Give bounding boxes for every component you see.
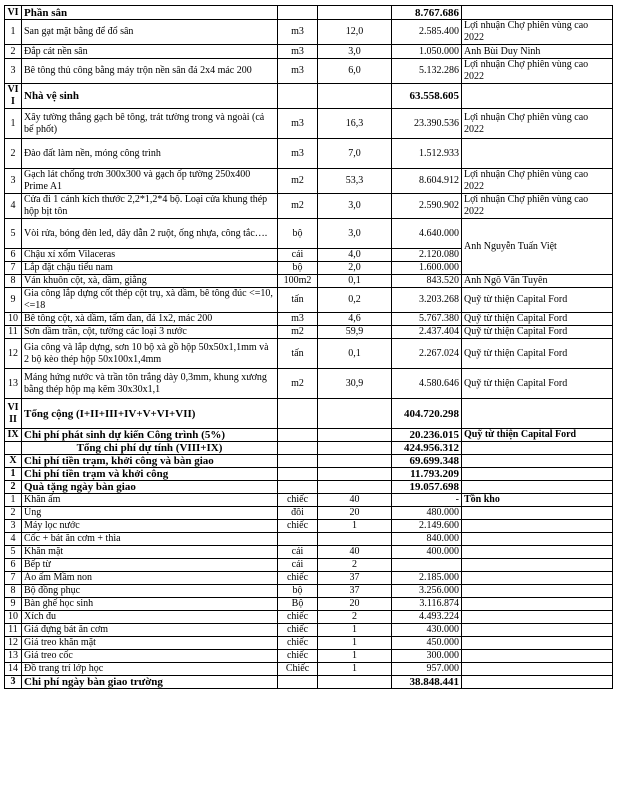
table-row — [5, 326, 613, 339]
cell-source: Lợi nhuận Chợ phiên vùng cao 2022 — [462, 59, 613, 84]
cell-item: Bê tông thủ công bằng máy trộn nền sân đá 2x4 mác 200 — [22, 59, 278, 84]
cell-stt: 5 — [5, 219, 22, 249]
section-row — [5, 6, 613, 20]
table-row — [5, 288, 613, 313]
cell-stt: 9 — [5, 598, 22, 611]
cell-item: Quà tặng ngày bàn giao — [22, 481, 278, 494]
cell-stt: 3 — [5, 676, 22, 689]
cell-amount: 2.185.000 — [392, 572, 462, 585]
cell-qty: 3,0 — [318, 194, 392, 219]
cell-item: Đồ trang trí lớp học — [22, 663, 278, 676]
table-row — [5, 169, 613, 194]
cell-qty: 53,3 — [318, 169, 392, 194]
cell-stt: 10 — [5, 313, 22, 326]
cell-unit: m3 — [278, 109, 318, 139]
cell-qty: 6,0 — [318, 59, 392, 84]
cell-source — [462, 637, 613, 650]
cell-source: Quỹ từ thiện Capital Ford — [462, 313, 613, 326]
cell-amount: 1.050.000 — [392, 45, 462, 59]
cell-amount: 2.437.404 — [392, 326, 462, 339]
cell-qty — [318, 6, 392, 20]
table-row — [5, 139, 613, 169]
cell-source: Anh Bùi Duy Ninh — [462, 45, 613, 59]
cell-qty: 2 — [318, 611, 392, 624]
cell-stt: 3 — [5, 169, 22, 194]
cell-unit: tấn — [278, 288, 318, 313]
cell-unit: chiếc — [278, 624, 318, 637]
cell-amount: 300.000 — [392, 650, 462, 663]
cell-amount: 2.149.600 — [392, 520, 462, 533]
cell-source — [462, 663, 613, 676]
cell-source — [462, 650, 613, 663]
cell-source: Quỹ từ thiện Capital Ford — [462, 429, 613, 442]
cell-amount: 1.600.000 — [392, 262, 462, 275]
section-row — [5, 455, 613, 468]
cell-stt: 6 — [5, 559, 22, 572]
cell-source — [462, 6, 613, 20]
cell-unit: m2 — [278, 194, 318, 219]
cell-qty: 12,0 — [318, 20, 392, 45]
cell-source: Lợi nhuận Chợ phiên vùng cao 2022 — [462, 169, 613, 194]
cell-amount: 2.585.400 — [392, 20, 462, 45]
cell-item: Gia công và lắp dựng, sơn 10 bộ xà gồ hộp 50x50x1,1mm và 2 bộ kèo thép hộp 50x100x1,4mm — [22, 339, 278, 369]
cell-amount: 1.512.933 — [392, 139, 462, 169]
cell-stt: VI I — [5, 84, 22, 109]
cell-amount: 400.000 — [392, 546, 462, 559]
cell-unit: chiếc — [278, 520, 318, 533]
cell-unit: chiếc — [278, 637, 318, 650]
cell-source: Tồn kho — [462, 494, 613, 507]
table-row — [5, 369, 613, 399]
table-row — [5, 275, 613, 288]
cell-qty: 16,3 — [318, 109, 392, 139]
cell-amount: - — [392, 494, 462, 507]
cell-item: Lắp đặt chậu tiểu nam — [22, 262, 278, 275]
cell-qty: 0,2 — [318, 288, 392, 313]
cell-stt: 12 — [5, 637, 22, 650]
cell-item: Ủng — [22, 507, 278, 520]
cell-unit: m2 — [278, 326, 318, 339]
cell-stt: IX — [5, 429, 22, 442]
cell-source — [462, 585, 613, 598]
cell-unit: m2 — [278, 169, 318, 194]
budget-table — [4, 5, 613, 689]
cell-stt: 1 — [5, 468, 22, 481]
cell-unit: m3 — [278, 313, 318, 326]
cell-qty: 4,0 — [318, 249, 392, 262]
cell-unit: chiếc — [278, 611, 318, 624]
cell-item: Sơn dầm trần, cột, tường các loại 3 nước — [22, 326, 278, 339]
table-row — [5, 559, 613, 572]
cell-stt: X — [5, 455, 22, 468]
cell-unit: bộ — [278, 585, 318, 598]
cell-qty — [318, 442, 392, 455]
cell-stt: 1 — [5, 20, 22, 45]
cell-source: Lợi nhuận Chợ phiên vùng cao 2022 — [462, 109, 613, 139]
cell-item: Máy lọc nước — [22, 520, 278, 533]
table-row — [5, 598, 613, 611]
cell-amount: 11.793.209 — [392, 468, 462, 481]
cell-amount: 23.390.536 — [392, 109, 462, 139]
cell-amount: 4.580.646 — [392, 369, 462, 399]
cell-amount: 3.116.874 — [392, 598, 462, 611]
cell-amount: 19.057.698 — [392, 481, 462, 494]
cell-qty: 30,9 — [318, 369, 392, 399]
table-row — [5, 585, 613, 598]
cell-qty: 20 — [318, 598, 392, 611]
cell-unit: chiếc — [278, 650, 318, 663]
cell-stt: 4 — [5, 533, 22, 546]
cell-item: Chi phí phát sinh dự kiến Công trình (5%) — [22, 429, 278, 442]
table-row — [5, 313, 613, 326]
cell-unit — [278, 481, 318, 494]
cell-unit: Bộ — [278, 598, 318, 611]
table-row — [5, 533, 613, 546]
cell-unit: m3 — [278, 20, 318, 45]
cell-qty: 2,0 — [318, 262, 392, 275]
cell-unit: bộ — [278, 219, 318, 249]
cell-stt: 2 — [5, 139, 22, 169]
cell-item: Gạch lát chống trơn 300x300 và gạch ốp tường 250x400 Prime A1 — [22, 169, 278, 194]
cell-stt: 11 — [5, 624, 22, 637]
cell-unit: đôi — [278, 507, 318, 520]
cell-item: Phần sân — [22, 6, 278, 20]
cell-item: Chậu xí xổm Vilaceras — [22, 249, 278, 262]
cell-stt: 9 — [5, 288, 22, 313]
cell-qty — [318, 429, 392, 442]
cell-item: Máng hứng nước và trần tôn trắng dày 0,3mm, khung xương bằng thép hộp mạ kẽm 30x30x1,1 — [22, 369, 278, 399]
cell-item: Chi phí tiền trạm và khởi công — [22, 468, 278, 481]
cell-stt: 12 — [5, 339, 22, 369]
cell-item: Chi phí tiền trạm, khởi công và bàn giao — [22, 455, 278, 468]
cell-item: Tổng chi phí dự tính (VIII+IX) — [22, 442, 278, 455]
cell-item: Giá treo cốc — [22, 650, 278, 663]
cell-amount: 840.000 — [392, 533, 462, 546]
cell-unit: chiếc — [278, 572, 318, 585]
table-row — [5, 219, 613, 249]
cell-source — [462, 139, 613, 169]
cell-unit: cái — [278, 546, 318, 559]
cell-item: Khăn ấm — [22, 494, 278, 507]
cell-item: Giá đựng bát ăn cơm — [22, 624, 278, 637]
cell-item: Bàn ghế học sinh — [22, 598, 278, 611]
cell-source — [462, 572, 613, 585]
cell-amount: 2.590.902 — [392, 194, 462, 219]
cell-stt: 7 — [5, 572, 22, 585]
cell-stt: 7 — [5, 262, 22, 275]
cell-stt: 1 — [5, 494, 22, 507]
cell-qty: 4,6 — [318, 313, 392, 326]
section-row — [5, 468, 613, 481]
cell-qty: 37 — [318, 572, 392, 585]
cell-stt: 11 — [5, 326, 22, 339]
cell-source: Anh Ngô Văn Tuyên — [462, 275, 613, 288]
cell-unit: m2 — [278, 369, 318, 399]
cell-stt: VI II — [5, 399, 22, 429]
cell-stt: 8 — [5, 585, 22, 598]
cell-source: Quỹ từ thiện Capital Ford — [462, 339, 613, 369]
cell-qty: 59,9 — [318, 326, 392, 339]
cell-source: Quỹ từ thiện Capital Ford — [462, 369, 613, 399]
cell-stt: 2 — [5, 481, 22, 494]
cell-unit: m3 — [278, 59, 318, 84]
cell-source: Quỹ từ thiện Capital Ford — [462, 288, 613, 313]
cell-qty: 40 — [318, 494, 392, 507]
cell-amount: 3.256.000 — [392, 585, 462, 598]
budget-table-body — [5, 6, 613, 689]
cell-stt: 13 — [5, 369, 22, 399]
cell-unit — [278, 676, 318, 689]
cell-qty: 20 — [318, 507, 392, 520]
cell-unit — [278, 442, 318, 455]
cell-source — [462, 399, 613, 429]
cell-amount — [392, 559, 462, 572]
table-row — [5, 339, 613, 369]
section-row — [5, 84, 613, 109]
cell-qty: 1 — [318, 637, 392, 650]
section-row — [5, 399, 613, 429]
cell-amount: 843.520 — [392, 275, 462, 288]
section-row — [5, 676, 613, 689]
cell-qty: 1 — [318, 624, 392, 637]
cell-amount: 2.267.024 — [392, 339, 462, 369]
cell-amount: 5.132.286 — [392, 59, 462, 84]
cell-amount: 63.558.605 — [392, 84, 462, 109]
cell-item: Khăn mặt — [22, 546, 278, 559]
cell-item: Nhà vệ sinh — [22, 84, 278, 109]
table-row — [5, 507, 613, 520]
cell-source — [462, 442, 613, 455]
cell-unit: chiếc — [278, 494, 318, 507]
cell-unit — [278, 6, 318, 20]
cell-unit — [278, 399, 318, 429]
cell-source: Lợi nhuận Chợ phiên vùng cao 2022 — [462, 194, 613, 219]
cell-amount: 5.767.380 — [392, 313, 462, 326]
cell-unit: cái — [278, 249, 318, 262]
cell-source — [462, 520, 613, 533]
cell-source — [462, 559, 613, 572]
table-row — [5, 520, 613, 533]
cell-qty: 3,0 — [318, 219, 392, 249]
section-row — [5, 429, 613, 442]
cell-source: Quỹ từ thiện Capital Ford — [462, 326, 613, 339]
cell-amount: 3.203.268 — [392, 288, 462, 313]
cell-amount: 20.236.015 — [392, 429, 462, 442]
cell-stt: 5 — [5, 546, 22, 559]
cell-stt: 4 — [5, 194, 22, 219]
cell-stt: 2 — [5, 45, 22, 59]
cell-unit — [278, 455, 318, 468]
cell-qty — [318, 455, 392, 468]
cell-qty — [318, 399, 392, 429]
cell-amount: 69.699.348 — [392, 455, 462, 468]
cell-source — [462, 481, 613, 494]
cell-amount: 2.120.080 — [392, 249, 462, 262]
cell-item: Bê tông cột, xà dầm, tấm đan, đá 1x2, mác 200 — [22, 313, 278, 326]
cell-source: Lợi nhuận Chợ phiên vùng cao 2022 — [462, 20, 613, 45]
table-row — [5, 637, 613, 650]
cell-source — [462, 624, 613, 637]
cell-qty: 7,0 — [318, 139, 392, 169]
cell-item: Xây tường thẳng gạch bê tông, trát tường trong và ngoài (cả bể phốt) — [22, 109, 278, 139]
cell-source — [462, 455, 613, 468]
cell-item: Vòi rửa, bóng đèn led, dây dẫn 2 ruột, ống nhựa, công tắc…. — [22, 219, 278, 249]
cell-item: Áo ấm Mầm non — [22, 572, 278, 585]
cell-stt: 14 — [5, 663, 22, 676]
cell-unit — [278, 533, 318, 546]
cell-amount: 450.000 — [392, 637, 462, 650]
cell-stt: 3 — [5, 520, 22, 533]
table-row — [5, 624, 613, 637]
cell-qty: 37 — [318, 585, 392, 598]
cell-unit: 100m2 — [278, 275, 318, 288]
cell-item: Chi phí ngày bàn giao trường — [22, 676, 278, 689]
table-row — [5, 650, 613, 663]
cell-qty: 2 — [318, 559, 392, 572]
cell-amount: 404.720.298 — [392, 399, 462, 429]
cell-amount: 8.604.912 — [392, 169, 462, 194]
cell-source: Anh Nguyễn Tuấn Việt — [462, 219, 613, 275]
cell-item: Cửa đi 1 cánh kích thước 2,2*1,2*4 bộ. Loại cửa khung thép hộp bịt tôn — [22, 194, 278, 219]
cell-unit: bộ — [278, 262, 318, 275]
cell-qty: 1 — [318, 520, 392, 533]
cell-source — [462, 611, 613, 624]
cell-item: Xích đu — [22, 611, 278, 624]
cell-stt: 6 — [5, 249, 22, 262]
cell-amount: 957.000 — [392, 663, 462, 676]
table-row — [5, 611, 613, 624]
cell-item: Giá treo khăn mặt — [22, 637, 278, 650]
cell-source — [462, 676, 613, 689]
cell-unit — [278, 429, 318, 442]
cell-qty — [318, 468, 392, 481]
cell-amount: 480.000 — [392, 507, 462, 520]
cell-unit: cái — [278, 559, 318, 572]
cell-qty — [318, 84, 392, 109]
cell-qty — [318, 676, 392, 689]
table-row — [5, 572, 613, 585]
cell-unit — [278, 468, 318, 481]
cell-source — [462, 468, 613, 481]
cell-amount: 38.848.441 — [392, 676, 462, 689]
cell-unit: m3 — [278, 139, 318, 169]
cell-qty: 0,1 — [318, 275, 392, 288]
cell-stt: 3 — [5, 59, 22, 84]
cell-source — [462, 546, 613, 559]
cell-item: Bộ đồng phục — [22, 585, 278, 598]
cell-unit: tấn — [278, 339, 318, 369]
cell-qty — [318, 481, 392, 494]
cell-amount: 4.640.000 — [392, 219, 462, 249]
cell-stt: 10 — [5, 611, 22, 624]
cell-amount: 424.956.312 — [392, 442, 462, 455]
cell-stt: 8 — [5, 275, 22, 288]
cell-amount: 4.493.224 — [392, 611, 462, 624]
cell-item: Bếp từ — [22, 559, 278, 572]
cell-item: Ván khuôn cột, xà, dầm, giằng — [22, 275, 278, 288]
table-row — [5, 194, 613, 219]
cell-stt: 1 — [5, 109, 22, 139]
cell-qty: 0,1 — [318, 339, 392, 369]
cell-stt: 2 — [5, 507, 22, 520]
section-row — [5, 481, 613, 494]
cell-unit: Chiếc — [278, 663, 318, 676]
cell-stt: VI — [5, 6, 22, 20]
cell-amount: 8.767.686 — [392, 6, 462, 20]
cell-stt: 13 — [5, 650, 22, 663]
cell-item: Đắp cát nền sân — [22, 45, 278, 59]
cell-qty: 3,0 — [318, 45, 392, 59]
table-row — [5, 109, 613, 139]
cell-amount: 430.000 — [392, 624, 462, 637]
cell-source — [462, 598, 613, 611]
cell-source — [462, 507, 613, 520]
cell-qty — [318, 533, 392, 546]
table-row — [5, 663, 613, 676]
cell-stt — [5, 442, 22, 455]
table-row — [5, 45, 613, 59]
cell-unit: m3 — [278, 45, 318, 59]
cell-source — [462, 84, 613, 109]
cell-unit — [278, 84, 318, 109]
table-row — [5, 59, 613, 84]
table-row — [5, 494, 613, 507]
table-row — [5, 20, 613, 45]
section-row — [5, 442, 613, 455]
table-row — [5, 546, 613, 559]
cell-item: Cốc + bát ăn cơm + thìa — [22, 533, 278, 546]
cell-source — [462, 533, 613, 546]
cell-qty: 40 — [318, 546, 392, 559]
cell-qty: 1 — [318, 663, 392, 676]
cell-item: San gạt mặt bằng để đổ sân — [22, 20, 278, 45]
cell-item: Tổng cộng (I+II+III+IV+V+VI+VII) — [22, 399, 278, 429]
cell-qty: 1 — [318, 650, 392, 663]
cell-item: Gia công lắp dựng cốt thép cột trụ, xà dầm, bê tông đúc <=10, <=18 — [22, 288, 278, 313]
cell-item: Đào đất làm nền, móng công trình — [22, 139, 278, 169]
